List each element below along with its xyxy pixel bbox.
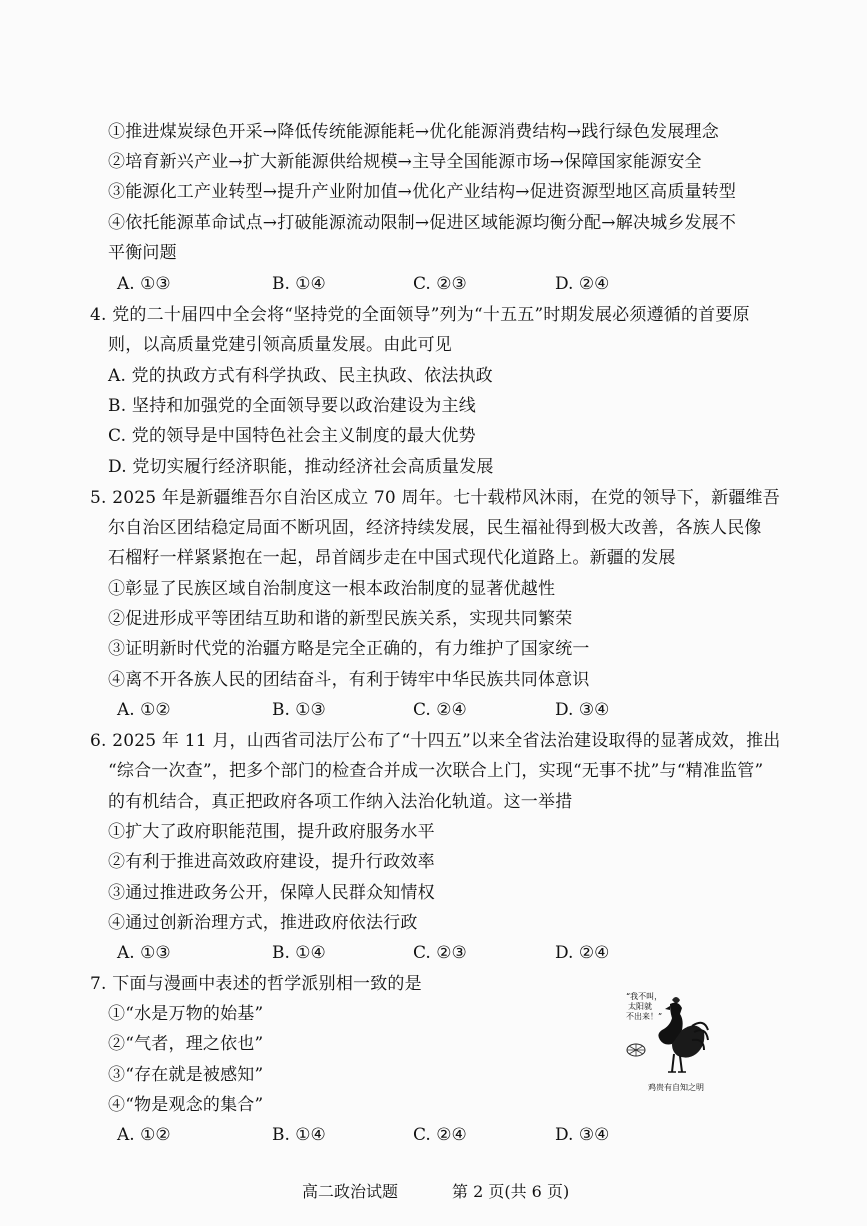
q6-item-2: ②有利于推进高效政府建设，提升行政效率 (108, 852, 435, 872)
q5-option-c[interactable]: C. ②④ (413, 700, 467, 720)
q7-item-4: ④“物是观念的集合” (108, 1095, 264, 1115)
q5-stem-line1: 5. 2025 年是新疆维吾尔自治区成立 70 周年。七十载栉风沐雨，在党的领导下，新疆维吾 (90, 488, 780, 508)
cartoon-speech-line2: 太阳就 (628, 1002, 652, 1011)
footer-page-number: 第 2 页(共 6 页) (452, 1182, 570, 1201)
q5-item-2: ②促进形成平等团结互助和谐的新型民族关系，实现共同繁荣 (108, 609, 573, 629)
q7-option-d[interactable]: D. ③④ (555, 1125, 610, 1145)
q6-options (0, 941, 867, 965)
footer-subject: 高二政治试题 (302, 1182, 399, 1201)
q6-stem-line3: 的有机结合，真正把政府各项工作纳入法治化轨道。这一举措 (108, 792, 573, 812)
rooster-cartoon (620, 990, 720, 1100)
q7-item-3: ③“存在就是被感知” (108, 1065, 264, 1085)
q6-option-a[interactable]: A. ①③ (117, 943, 171, 963)
q6-option-b[interactable]: B. ①④ (272, 943, 326, 963)
q5-stem-line3: 石榴籽一样紧紧抱在一起，昂首阔步走在中国式现代化道路上。新疆的发展 (108, 548, 676, 568)
q7-item-1: ①“水是万物的始基” (108, 1004, 264, 1024)
rooster-icon (658, 997, 708, 1072)
q5-stem-line2: 尔自治区团结稳定局面不断巩固，经济持续发展，民生福祉得到极大改善，各族人民像 (108, 518, 762, 538)
q5-option-a[interactable]: A. ①② (117, 700, 171, 720)
q7-item-2: ②“气者，理之依也” (108, 1034, 264, 1054)
q7-option-b[interactable]: B. ①④ (272, 1125, 326, 1145)
q5-item-1: ①彰显了民族区域自治制度这一根本政治制度的显著优越性 (108, 579, 556, 599)
q3-item-2: ②培育新兴产业→扩大新能源供给规模→主导全国能源市场→保障国家能源安全 (108, 152, 702, 172)
q5-option-d[interactable]: D. ③④ (555, 700, 610, 720)
q7-option-c[interactable]: C. ②④ (413, 1125, 467, 1145)
q3-item-4-line1: ④依托能源革命试点→打破能源流动限制→促进区域能源均衡分配→解决城乡发展不 (108, 213, 737, 233)
q6-stem-line2: “综合一次查”，把多个部门的检查合并成一次联合上门，实现“无事不扰”与“精准监管” (108, 761, 764, 781)
cartoon-speech-line3: 不出来！” (626, 1012, 663, 1021)
q5-item-3: ③证明新时代党的治疆方略是完全正确的，有力维护了国家统一 (108, 639, 590, 659)
q6-item-3: ③通过推进政务公开，保障人民群众知情权 (108, 883, 435, 903)
q3-item-4-line2: 平衡问题 (108, 243, 177, 263)
sun-icon (627, 1044, 645, 1056)
q4-stem-line2: 则，以高质量党建引领高质量发展。由此可见 (108, 335, 452, 355)
q3-item-3: ③能源化工产业转型→提升产业附加值→优化产业结构→促进资源型地区高质量转型 (108, 182, 737, 202)
q6-option-d[interactable]: D. ②④ (555, 943, 610, 963)
q3-option-a[interactable]: A. ①③ (117, 274, 171, 294)
cartoon-caption: 鸡贵有自知之明 (648, 1083, 704, 1092)
q3-option-b[interactable]: B. ①④ (272, 274, 326, 294)
q7-options (0, 1123, 867, 1147)
cartoon-speech-line1: “我不叫， (626, 992, 663, 1001)
q6-item-4: ④通过创新治理方式，推进政府依法行政 (108, 913, 418, 933)
q3-item-1: ①推进煤炭绿色开采→降低传统能源能耗→优化能源消费结构→践行绿色发展理念 (108, 122, 719, 142)
q7-option-a[interactable]: A. ①② (117, 1125, 171, 1145)
q7-stem: 7. 下面与漫画中表述的哲学派别相一致的是 (90, 974, 422, 994)
q5-options (0, 698, 867, 722)
q3-option-d[interactable]: D. ②④ (555, 274, 610, 294)
q4-choice-b[interactable]: B. 坚持和加强党的全面领导要以政治建设为主线 (108, 396, 476, 416)
q5-item-4: ④离不开各族人民的团结奋斗，有利于铸牢中华民族共同体意识 (108, 670, 590, 690)
q4-choice-a[interactable]: A. 党的执政方式有科学执政、民主执政、依法执政 (108, 366, 493, 386)
q5-option-b[interactable]: B. ①③ (272, 700, 326, 720)
q6-option-c[interactable]: C. ②③ (413, 943, 467, 963)
q4-choice-d[interactable]: D. 党切实履行经济职能，推动经济社会高质量发展 (108, 457, 494, 477)
q4-choice-c[interactable]: C. 党的领导是中国特色社会主义制度的最大优势 (108, 426, 476, 446)
q6-item-1: ①扩大了政府职能范围，提升政府服务水平 (108, 822, 435, 842)
q3-option-c[interactable]: C. ②③ (413, 274, 467, 294)
q3-options (0, 272, 867, 296)
q6-stem-line1: 6. 2025 年 11 月，山西省司法厅公布了“十四五”以来全省法治建设取得的显著成效，推出 (90, 731, 781, 751)
q4-stem-line1: 4. 党的二十届四中全会将“坚持党的全面领导”列为“十五五”时期发展必须遵循的首要原 (90, 305, 750, 325)
